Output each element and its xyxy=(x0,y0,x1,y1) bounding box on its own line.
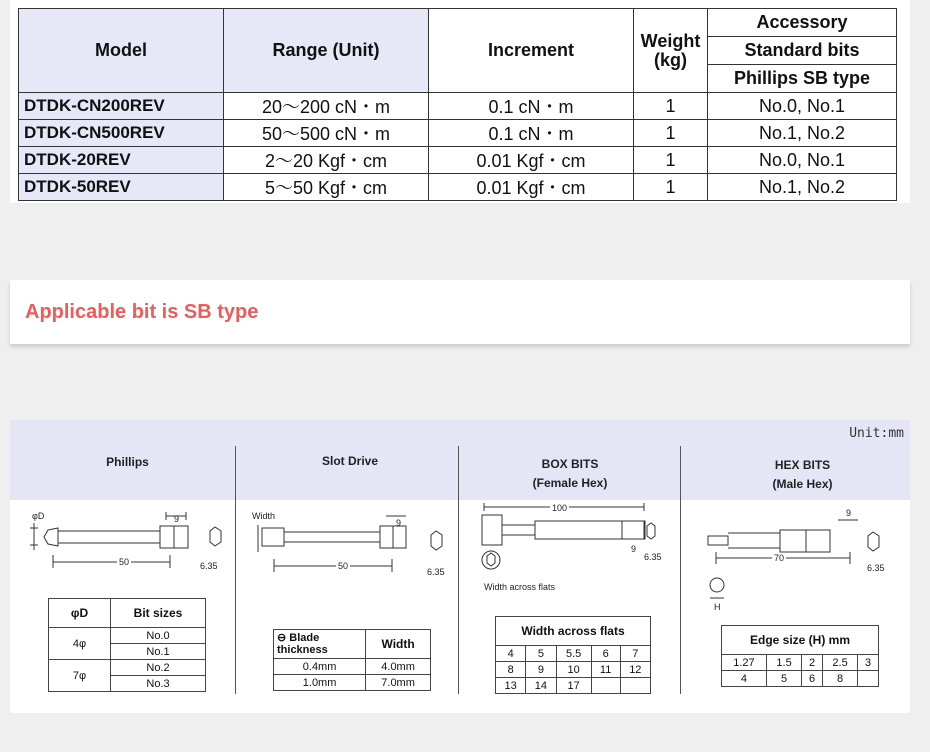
hex-table-cell: 5 xyxy=(766,671,801,687)
cell-weight: 1 xyxy=(634,120,708,147)
cell-weight: 1 xyxy=(634,93,708,120)
box-table-cell: 11 xyxy=(591,662,620,678)
header-range: Range (Unit) xyxy=(224,9,429,93)
phillips-table-header-sizes: Bit sizes xyxy=(111,599,206,628)
box-dim-9: 9 xyxy=(631,544,637,554)
box-dim-100: 100 xyxy=(552,503,568,513)
phillips-d-label: φD xyxy=(32,511,45,521)
box-size-table xyxy=(495,616,651,694)
phillips-table-header-d: φD xyxy=(49,599,111,628)
cell-range: 5～50 Kgf・cm xyxy=(224,174,429,201)
phillips-dim-635: 6.35 xyxy=(200,561,218,571)
phillips-dim-9: 9 xyxy=(174,514,180,524)
box-table-cell: 9 xyxy=(526,662,556,678)
hex-dim-635: 6.35 xyxy=(867,563,885,573)
hex-table-cell: 3 xyxy=(858,655,879,671)
cell-bits: No.0, No.1 xyxy=(708,147,897,174)
hex-table-cell: 8 xyxy=(822,671,857,687)
cell-increment: 0.1 cN・m xyxy=(429,120,634,147)
box-table-title: Width across flats xyxy=(496,617,651,646)
bits-card xyxy=(10,420,910,713)
slot-table-header-thickness: ⊖ Blade thickness xyxy=(274,630,366,659)
phillips-table-cell: 7φ xyxy=(49,660,111,692)
box-table-cell: 5 xyxy=(526,646,556,662)
phillips-size-table xyxy=(48,598,206,692)
box-table-cell: 14 xyxy=(526,678,556,694)
box-bits-title: BOX BITS (Female Hex) xyxy=(532,457,608,490)
phillips-table-cell: No.1 xyxy=(111,644,206,660)
box-dim-635: 6.35 xyxy=(644,552,662,562)
cell-model: DTDK-20REV xyxy=(19,147,224,174)
slot-table-header-width: Width xyxy=(366,630,431,659)
box-flats-label: Width across flats xyxy=(484,582,556,592)
phillips-table-cell: No.0 xyxy=(111,628,206,644)
slot-dim-50: 50 xyxy=(338,561,349,571)
slot-table-cell: 7.0mm xyxy=(366,675,431,691)
hex-table-cell: 1.27 xyxy=(722,655,767,671)
table-row xyxy=(19,93,897,120)
box-table-cell: 13 xyxy=(496,678,526,694)
hex-table-cell xyxy=(858,671,879,687)
slot-dim-9: 9 xyxy=(396,518,402,528)
box-table-cell: 12 xyxy=(620,662,650,678)
hex-table-title: Edge size (H) mm xyxy=(722,626,879,655)
phillips-table-cell: 4φ xyxy=(49,628,111,660)
header-weight: Weight (kg) xyxy=(634,9,708,93)
slot-table-cell: 1.0mm xyxy=(274,675,366,691)
cell-weight: 1 xyxy=(634,147,708,174)
cell-range: 50～500 cN・m xyxy=(224,120,429,147)
unit-label: Unit:mm xyxy=(849,426,904,441)
table-row xyxy=(19,147,897,174)
slot-table-cell: 0.4mm xyxy=(274,659,366,675)
hex-table-cell: 2 xyxy=(802,655,823,671)
cell-range: 20～200 cN・m xyxy=(224,93,429,120)
header-increment: Increment xyxy=(429,9,634,93)
phillips-table-cell: No.2 xyxy=(111,660,206,676)
hex-table-cell: 1.5 xyxy=(766,655,801,671)
box-table-cell xyxy=(620,678,650,694)
hex-dim-9: 9 xyxy=(846,508,852,518)
slot-dim-635: 6.35 xyxy=(427,567,445,577)
phillips-table-cell: No.3 xyxy=(111,676,206,692)
phillips-dim-50: 50 xyxy=(119,557,130,567)
header-standard-bits: Standard bits xyxy=(708,37,897,65)
slot-table-cell: 4.0mm xyxy=(366,659,431,675)
box-table-cell: 10 xyxy=(556,662,591,678)
box-table-cell: 5.5 xyxy=(556,646,591,662)
spec-table xyxy=(18,8,897,201)
cell-model: DTDK-CN500REV xyxy=(19,120,224,147)
hex-bits-title: HEX BITS (Male Hex) xyxy=(772,458,833,491)
box-table-cell: 6 xyxy=(591,646,620,662)
phillips-title: Phillips xyxy=(106,455,149,469)
box-table-cell xyxy=(591,678,620,694)
hex-size-table xyxy=(721,625,879,687)
header-accessory: Accessory xyxy=(708,9,897,37)
box-table-cell: 17 xyxy=(556,678,591,694)
table-row xyxy=(19,174,897,201)
hex-table-cell: 2.5 xyxy=(822,655,857,671)
notice-card xyxy=(10,280,910,344)
cell-increment: 0.1 cN・m xyxy=(429,93,634,120)
hex-table-cell: 4 xyxy=(722,671,767,687)
cell-bits: No.0, No.1 xyxy=(708,93,897,120)
hex-h-label: H xyxy=(714,602,721,612)
cell-model: DTDK-CN200REV xyxy=(19,93,224,120)
cell-increment: 0.01 Kgf・cm xyxy=(429,174,634,201)
spec-card xyxy=(10,0,910,203)
hex-table-cell: 6 xyxy=(802,671,823,687)
slot-size-table xyxy=(273,629,431,691)
slot-drive-title: Slot Drive xyxy=(321,454,378,468)
notice-text: Applicable bit is SB type xyxy=(25,301,259,323)
slot-width-label: Width xyxy=(252,511,276,521)
cell-range: 2～20 Kgf・cm xyxy=(224,147,429,174)
header-model: Model xyxy=(19,9,224,93)
table-row xyxy=(19,120,897,147)
hex-bit-drawing xyxy=(708,520,879,598)
box-table-cell: 4 xyxy=(496,646,526,662)
cell-bits: No.1, No.2 xyxy=(708,174,897,201)
box-table-cell: 8 xyxy=(496,662,526,678)
cell-model: DTDK-50REV xyxy=(19,174,224,201)
header-phillips-type: Phillips SB type xyxy=(708,65,897,93)
cell-weight: 1 xyxy=(634,174,708,201)
cell-bits: No.1, No.2 xyxy=(708,120,897,147)
box-table-cell: 7 xyxy=(620,646,650,662)
cell-increment: 0.01 Kgf・cm xyxy=(429,147,634,174)
hex-dim-70: 70 xyxy=(774,553,785,563)
